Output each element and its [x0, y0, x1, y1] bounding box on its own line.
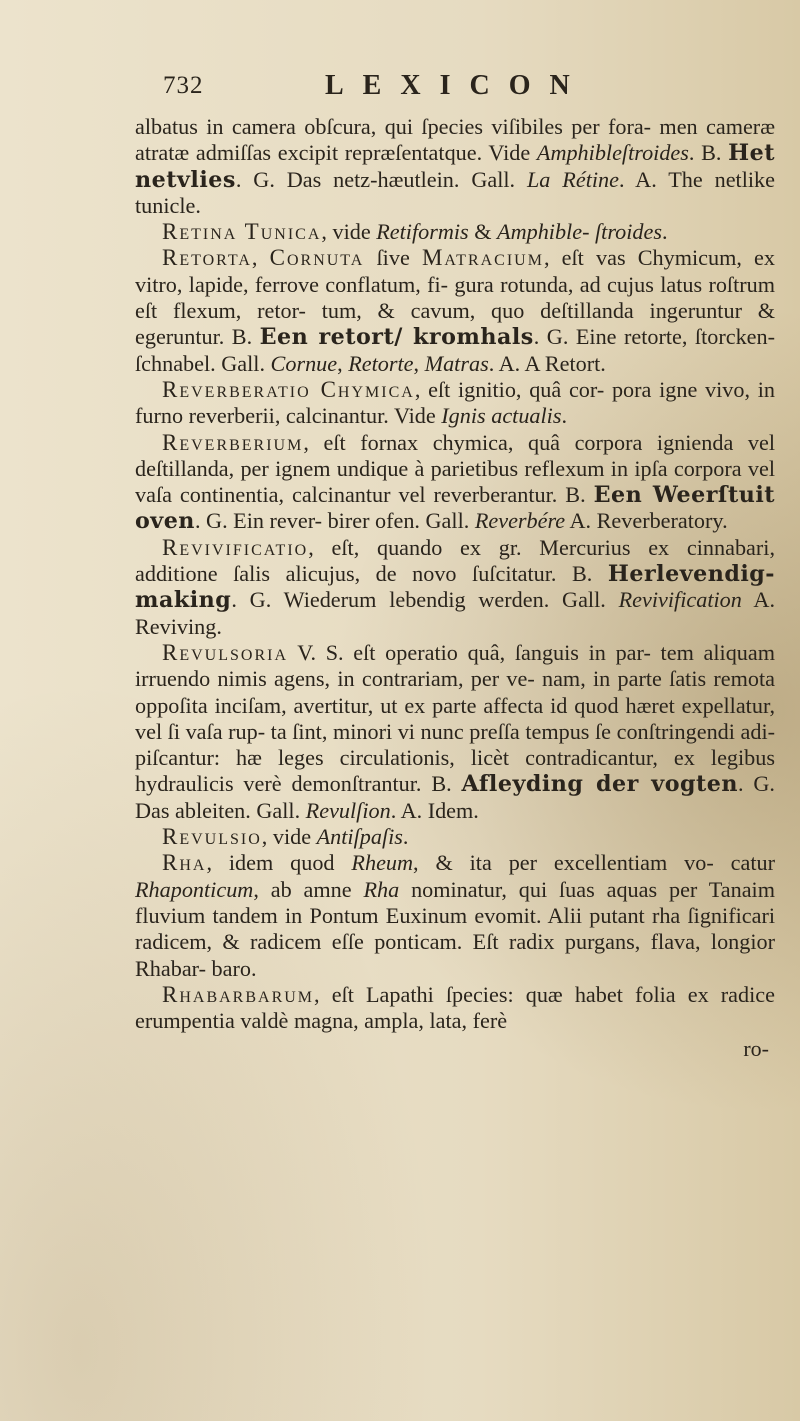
headword: Reverberium [162, 429, 304, 455]
cross-reference: Retiformis [376, 219, 469, 245]
entry-reverberatio-chymica: Reverberatio Chymica, eſt ignitio, quâ cor- pora igne vivo, in furno reverberii, calcinantur. Vide Ignis actualis. [135, 376, 775, 429]
dutch-term: Afleyding der vogten [461, 771, 739, 798]
french-term: Retorte [348, 350, 414, 376]
entry-reverberium: Reverberium, eſt fornax chymica, quâ corpora ignienda vel deſtillanda, per ignem undique à parietibus reflexum in ipſa corpora vel vaſa continentia, calcinantur vel reverberantur. B. Een Weerſtuit oven. G. Ein rever- birer ofen. Gall. Reverbére A. Reverberatory. [135, 429, 776, 535]
cross-reference: Amphibleſtroides [536, 140, 689, 166]
cross-reference: Rheum [351, 850, 414, 876]
running-head [135, 68, 775, 110]
cross-reference: Rhaponticum [135, 876, 254, 902]
dutch-term: Het netvlies [135, 140, 775, 193]
french-term: La Rétine [526, 166, 619, 192]
headword: Revulsoria [162, 639, 289, 665]
entry-retorta: Retorta, Cornuta ſive Matracium, eſt vas Chymicum, ex vitro, lapide, ferrove conflatum, fi- gura rotunda, ad cujus latus roſtrum eſt flexum, retor- tum, & cavum, quo deſtillanda ingeruntur & egeruntur. B. Een retort/ kromhals. G. Eine retorte, ſtorcken- ſchnabel. Gall. Cornue, Retorte, Matras. A. A Retort. [135, 245, 775, 376]
french-term: Revivification [618, 587, 742, 613]
entry-rhabarbarum: Rhabarbarum, eſt Lapathi ſpecies: quæ habet folia ex radice erumpentia valdè magna, ampla, lata, ferè [135, 981, 775, 1034]
dutch-term: Een Weerſtuit oven [135, 482, 776, 535]
headword: Matracium [421, 245, 544, 271]
french-term: Reverbére [474, 508, 566, 534]
french-term: Matras [424, 350, 489, 376]
running-title: LEXICON [325, 70, 589, 101]
page-number: 732 [163, 72, 204, 99]
entry-revulsoria: Revulsoria V. S. eſt operatio quâ, ſanguis in par- tem aliquam irruendo nimis agens, in contrariam, per ve- nam, in parte ſatis remota oppoſita inciſam, avertitur, ut ex parte affecta id quod hæret expellatur, vel ſi vaſa rup- ta ſint, minori vi nunc preſſa tempus ſe conſtringendi adi- piſcantur: hæ leges circulationis, licèt contradicantur, ex legibus hydraulicis verè demonſtrantur. B. Afleyding der vogten. G. Das ableiten. Gall. Revulſion. A. Idem. [135, 639, 775, 823]
cross-reference: Antiſpaſis [316, 824, 403, 850]
entry-retina-continued: albatus in camera obſcura, qui ſpecies viſibiles per fora- men cameræ atratæ admiſſas excipit repræſentatque. Vide Amphibleſtroides. B. Het netvlies. G. Das netz-hæutlein. Gall. La Rétine. A. The netlike tunicle. [135, 114, 775, 218]
headword: Rhabarbarum [162, 981, 315, 1007]
catchword: ro- [743, 1036, 769, 1062]
headword: Reverberatio Chymica [162, 376, 415, 402]
cross-reference: Ignis actualis [441, 403, 562, 429]
dutch-term: Een retort/ kromhals [259, 324, 534, 351]
headword: Retina Tunica [162, 219, 322, 245]
entry-revivificatio: Revivificatio, eſt, quando ex gr. Mercurius ex cinnabari, additione ſalis alicujus, de novo ſuſcitatur. B. Herlevendig-making. G. Wiederum lebendig werden. Gall. Revivification A. Reviving. [135, 534, 775, 639]
headword: Cornuta [269, 245, 365, 271]
book-page [135, 68, 775, 1063]
entry-revulsio: Revulsio, vide Antiſpaſis. [162, 824, 409, 850]
cross-reference: Amphible- ſtroides [497, 219, 662, 245]
headword: Retorta [162, 245, 252, 271]
french-term: Cornue [270, 350, 338, 376]
headword: Revivificatio [162, 534, 309, 560]
dutch-term: Herlevendig-making [135, 561, 775, 614]
cross-reference: Rha [363, 876, 400, 902]
entry-rha: Rha, idem quod Rheum, & ita per excellentiam vo- catur Rhaponticum, ab amne Rha nominatur, qui ſuas aquas per Tanaim fluvium tandem in Pontum Euxinum evomit. Alii putant rha ſignificari radicem, & radicem eſſe ponticam. Eſt radix purgans, flava, longior Rhabar- baro. [135, 850, 775, 981]
french-term: Revulſion [305, 797, 391, 823]
headword: Rha [162, 850, 207, 876]
headword: Revulsio [162, 824, 262, 850]
entry-retina-tunica: Retina Tunica, vide Retiformis & Amphible- ſtroides. [162, 219, 668, 245]
dictionary-text [135, 114, 775, 1063]
